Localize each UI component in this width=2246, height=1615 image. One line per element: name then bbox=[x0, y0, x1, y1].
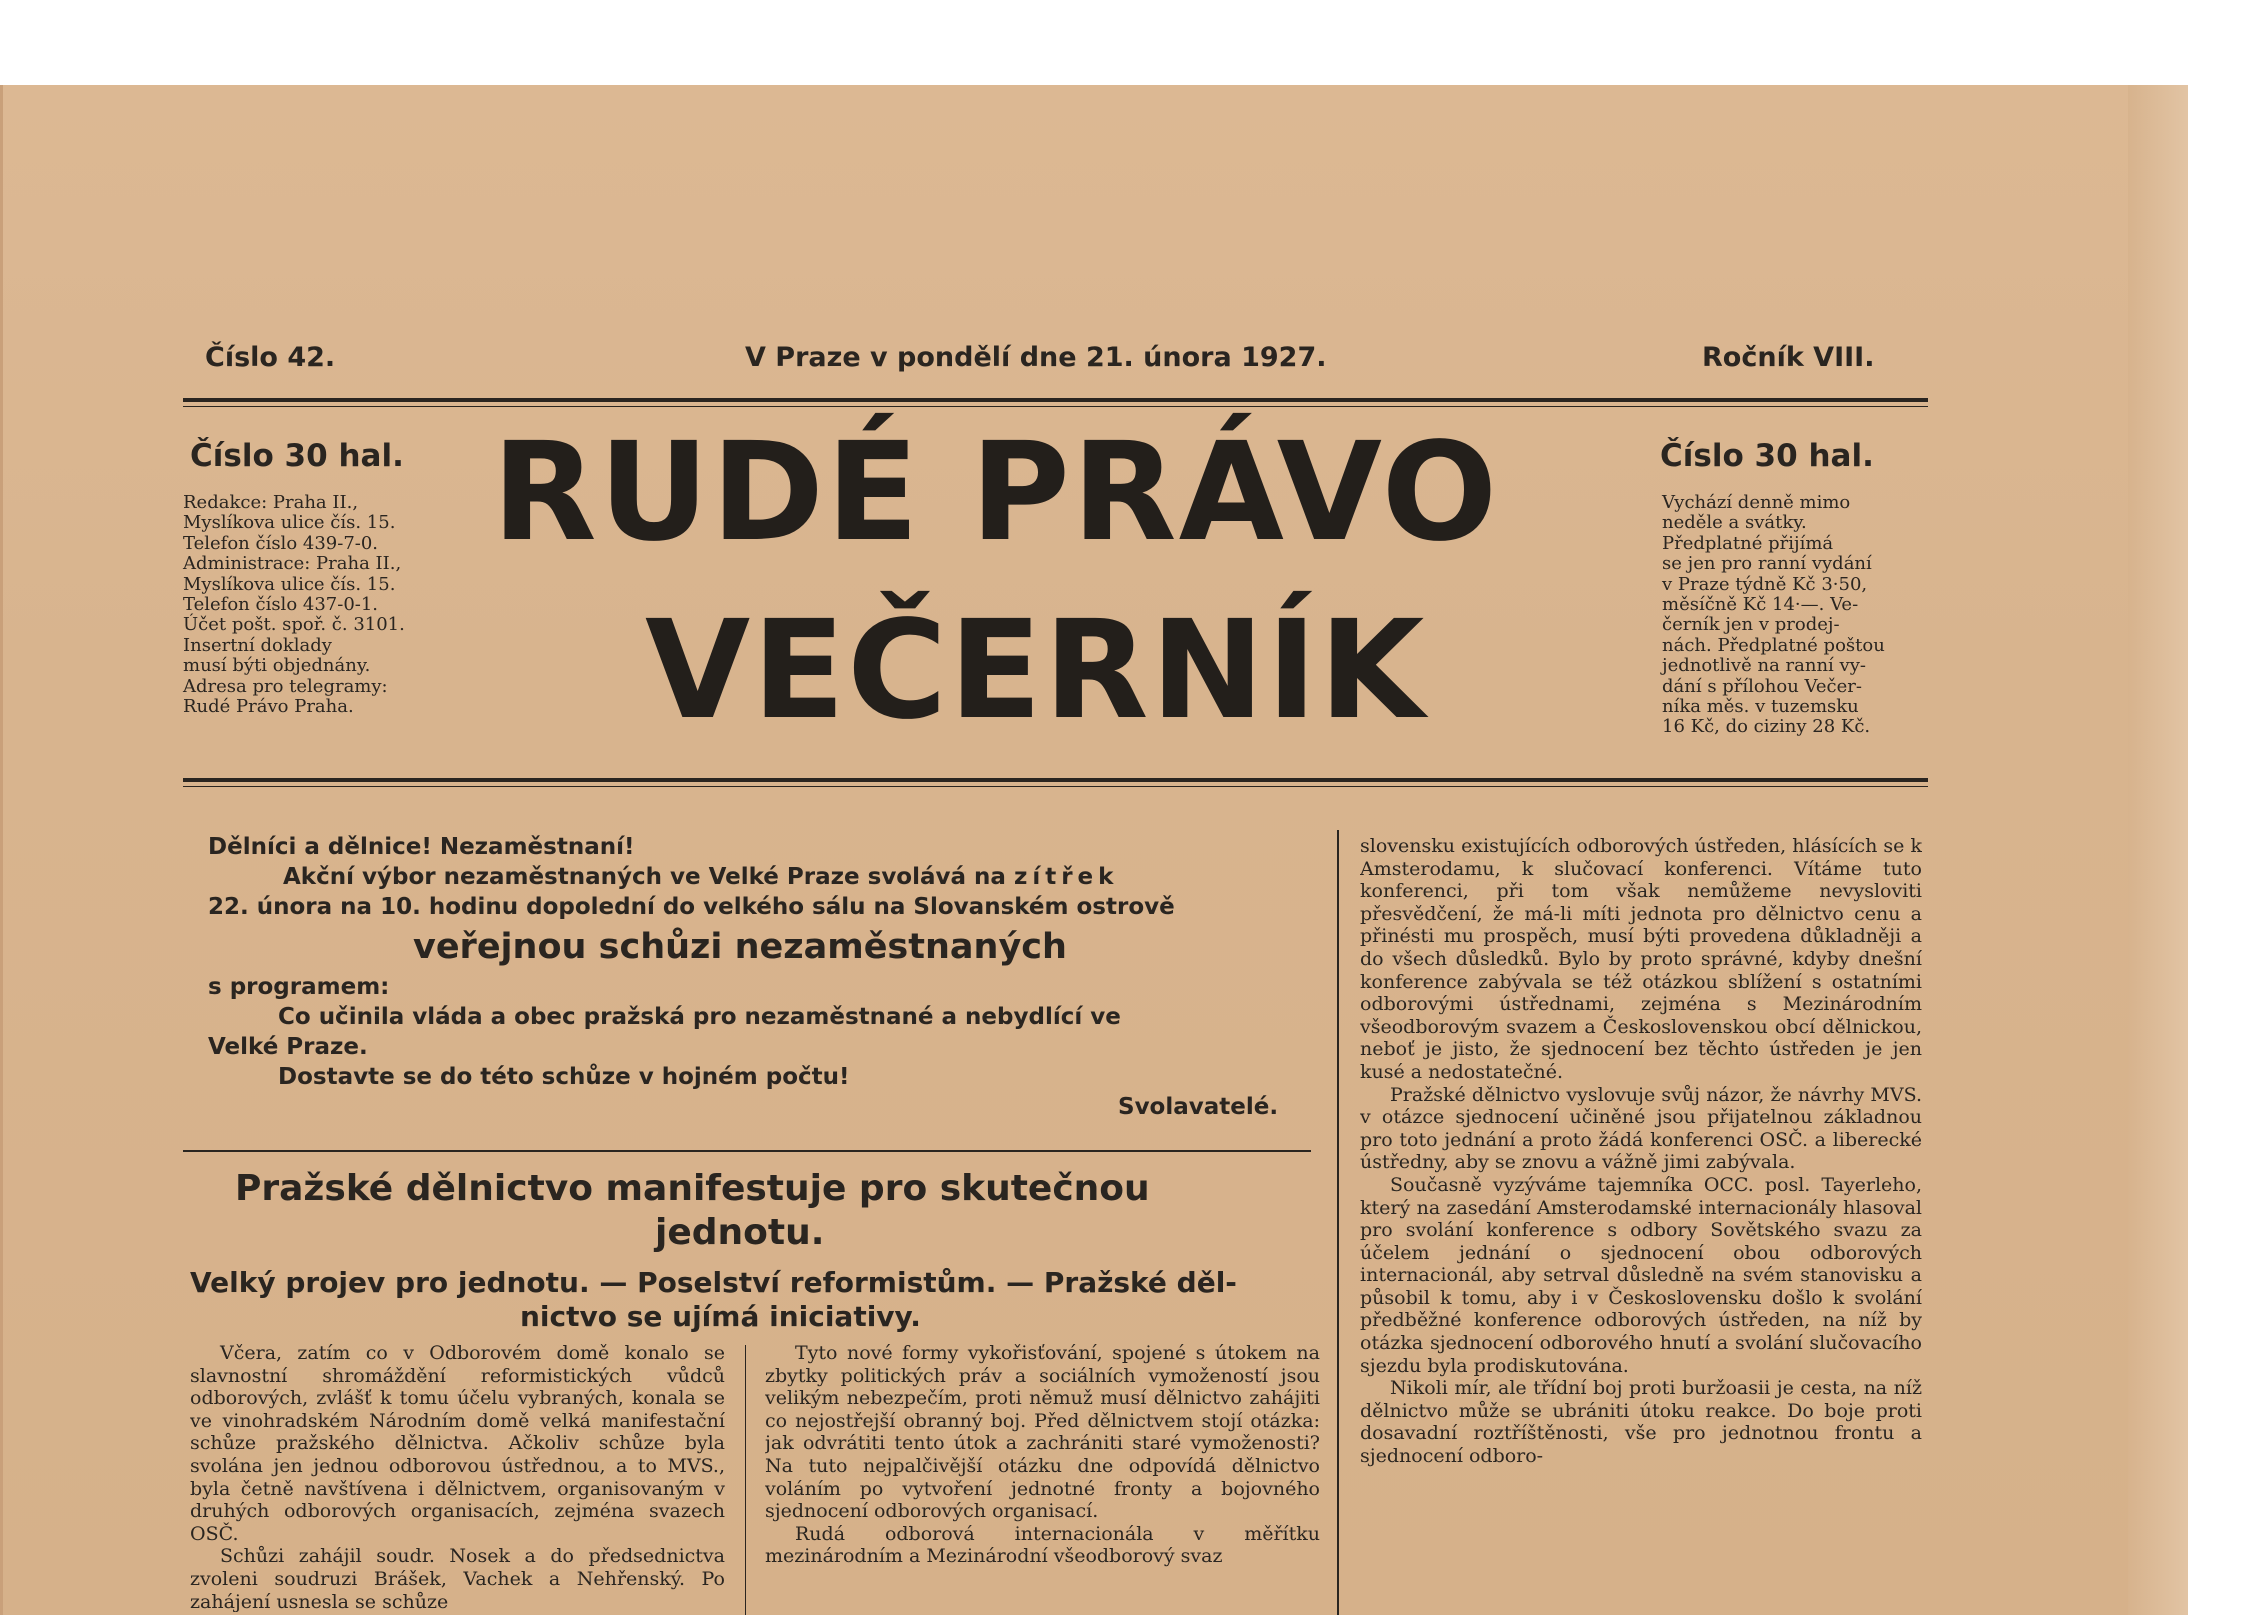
info-line: Myslíkova ulice čís. 15. bbox=[183, 512, 396, 534]
unemployed-notice bbox=[208, 832, 1328, 1122]
masthead-rule-thin bbox=[183, 786, 1928, 787]
column-divider bbox=[745, 1345, 746, 1615]
masthead-title: RUDÉ PRÁVO bbox=[492, 414, 1500, 572]
article-subheadline-2: nictvo se ujímá iniciativy. bbox=[520, 1300, 921, 1333]
article-column-2 bbox=[765, 1342, 1320, 1612]
masthead-subtitle: VEČERNÍK bbox=[645, 592, 1427, 750]
notice-line: Velké Praze. bbox=[208, 1034, 368, 1060]
info-line: se jen pro ranní vydání bbox=[1662, 553, 1872, 575]
info-line: Telefon číslo 439-7-0. bbox=[183, 532, 379, 554]
info-line: jednotlivě na ranní vy- bbox=[1662, 655, 1866, 677]
article-subheadline: Velký projev pro jednotu. — Poselství reformistům. — Pražské děl- bbox=[190, 1266, 1237, 1299]
info-line: Rudé Právo Praha. bbox=[183, 696, 354, 718]
notice-line: Co učinila vláda a obec pražská pro nezaměstnané a nebydlící ve bbox=[278, 1004, 1121, 1030]
notice-text: Akční výbor nezaměstnaných ve Velké Praze svolává na bbox=[283, 864, 1006, 890]
masthead-rule bbox=[183, 778, 1928, 782]
article-column-3 bbox=[1360, 835, 1922, 1615]
page-edge-shadow bbox=[2128, 85, 2188, 1615]
paragraph: Rudá odborová internacionála v měřítku mezinárodním a Mezinárodní všeodborový svaz bbox=[765, 1522, 1320, 1568]
notice-rule bbox=[183, 1150, 1311, 1152]
info-line: Myslíkova ulice čís. 15. bbox=[183, 573, 396, 595]
article-column-1 bbox=[190, 1342, 725, 1612]
right-price: Číslo 30 hal. bbox=[1660, 438, 1874, 474]
info-line: Vychází denně mimo bbox=[1662, 492, 1851, 513]
paragraph: Pražské dělnictvo vyslovuje svůj názor, že návrhy MVS. v otázce sjednocení učiněné jsou přijatelnou základnou pro toto jednání a proto žádá konferenci OSČ. a liberecké ústředny, aby se znovu a vážně jimi zabývala. bbox=[1360, 1083, 1922, 1174]
info-line: Administrace: Praha II., bbox=[183, 553, 402, 575]
volume-number: Ročník VIII. bbox=[1702, 342, 1875, 373]
article-headline-2: jednotu. bbox=[655, 1212, 825, 1253]
right-info-box bbox=[1662, 493, 1927, 738]
notice-headline: veřejnou schůzi nezaměstnaných bbox=[413, 927, 1067, 967]
info-line: neděle a svátky. bbox=[1662, 512, 1807, 534]
notice-line: 22. února na 10. hodinu dopolední do velkého sálu na Slovanském ostrově bbox=[208, 894, 1175, 920]
paragraph: slovensku existujících odborových ústředen, hlásících se k Amsterodamu, k slučovací konferenci. Vítáme tuto konferenci, při tom však nemůžeme nevysloviti přesvědčení, že má-li míti jednota pro dělnictvo cenu a přinésti mu prospěch, musí býti provedena důkladněji a do všech důsledků. Bylo by proto správné, kdyby dnešní konference zabývala se též otázkou sblížení s ostatními odborovými ústřednami, zejména s Mezinárodním všeodborovým svazem a Československou obcí dělnickou, neboť je jisto, že sjednocení bez těchto ústředen je jen kusé a nedostatečné. bbox=[1360, 835, 1922, 1083]
header-rule bbox=[183, 398, 1928, 402]
paragraph: Včera, zatím co v Odborovém domě konalo se slavnostní shromáždění reformistických vůdců odborových, zvlášť k tomu účelu vybraných, konala se ve vinohradském Národním domě velká manifestační schůze pražského dělnictva. Ačkoliv schůze byla svolána jen jednou odborovou ústřednou, a to MVS., byla četně navštívena i dělnictvem, organisovaným v druhých odborových organisacích, zejména svazech OSČ. bbox=[190, 1342, 725, 1545]
notice-line: Dostavte se do této schůze v hojném počtu! bbox=[278, 1064, 850, 1090]
notice-emphasis: zítřek bbox=[1013, 864, 1119, 890]
info-line: níka měs. v tuzemsku bbox=[1662, 696, 1859, 718]
notice-line: s programem: bbox=[208, 974, 390, 1000]
info-line: Redakce: Praha II., bbox=[183, 492, 359, 513]
info-line: 16 Kč, do ciziny 28 Kč. bbox=[1662, 716, 1871, 738]
left-info-box bbox=[183, 493, 438, 717]
left-price: Číslo 30 hal. bbox=[190, 438, 404, 474]
notice-line bbox=[208, 862, 1328, 892]
info-line: nách. Předplatné poštou bbox=[1662, 634, 1885, 656]
info-line: Telefon číslo 437-0-1. bbox=[183, 594, 379, 616]
info-line: dání s přílohou Večer- bbox=[1662, 675, 1862, 697]
paragraph: Schůzi zahájil soudr. Nosek a do předsednictva zvoleni soudruzi Brášek, Vachek a Nehřenský. Po zahájení usnesla se schůze bbox=[190, 1545, 725, 1612]
issue-number: Číslo 42. bbox=[205, 342, 336, 373]
info-line: Předplatné přijímá bbox=[1662, 532, 1834, 554]
paragraph: Nikoli mír, ale třídní boj proti buržoasii je cesta, na níž dělnictvo může se ubrániti útoku reakce. Do boje proti dosavadní roztříštěnosti, vše pro jednotnou frontu a sjednocení odboro- bbox=[1360, 1377, 1922, 1468]
header-rule-thin bbox=[183, 406, 1928, 407]
notice-signature: Svolavatelé. bbox=[1118, 1094, 1279, 1120]
info-line: měsíčně Kč 14·—. Ve- bbox=[1662, 594, 1859, 616]
paragraph: Současně vyzýváme tajemníka OCC. posl. Tayerleho, který na zasedání Amsterodamské internacionály hlasoval pro svolání konference s odbory Sovětského svazu za účelem jednání o sjednocení obou odborových internacionál, aby setrval důsledně na svém stanovisku a působil k tomu, aby i v Československu došlo k svolání předběžné konference odborových ústředen, na níž by otázka sjednocení odborového hnutí a svolání slučovacího sjezdu byla prodiskutována. bbox=[1360, 1173, 1922, 1377]
info-line: Adresa pro telegramy: bbox=[183, 675, 388, 697]
info-line: Insertní doklady bbox=[183, 634, 332, 656]
info-line: musí býti objednány. bbox=[183, 655, 371, 677]
article-headline: Pražské dělnictvo manifestuje pro skutečnou bbox=[235, 1168, 1150, 1209]
notice-line: Dělníci a dělnice! Nezaměstnaní! bbox=[208, 834, 635, 860]
info-line: černík jen v prodej- bbox=[1662, 614, 1840, 636]
column-divider bbox=[1337, 830, 1339, 1615]
info-line: Účet pošt. spoř. č. 3101. bbox=[183, 614, 405, 636]
paragraph: Tyto nové formy vykořisťování, spojené s útokem na zbytky politických práv a sociálních vymožeností jsou velikým nebezpečím, proti němuž musí dělnictvo zahájiti co nejostřejší obranný boj. Před dělnictvem stojí otázka: jak odvrátiti tento útok a zachrániti staré vymoženosti? Na tuto nejpalčivější otázku dne odpovídá dělnictvo voláním po vytvoření jednotné fronty a bojovného sjednocení odborových organisací. bbox=[765, 1342, 1320, 1523]
info-line: v Praze týdně Kč 3·50, bbox=[1662, 573, 1868, 595]
dateline: V Praze v pondělí dne 21. února 1927. bbox=[745, 342, 1327, 373]
